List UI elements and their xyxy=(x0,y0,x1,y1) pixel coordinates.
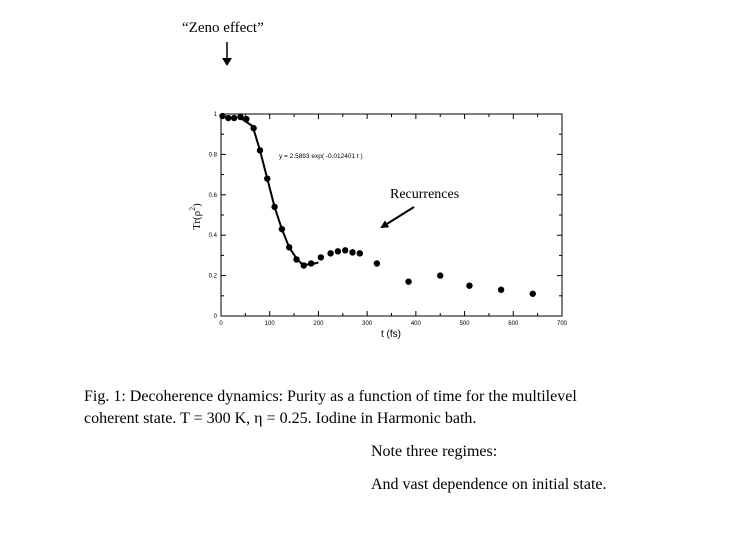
data-point xyxy=(342,247,348,253)
data-point xyxy=(237,114,243,120)
fit-curve-line xyxy=(240,118,318,264)
y-tick-label: 1 xyxy=(213,112,217,118)
data-point xyxy=(498,287,504,293)
x-tick-label: 600 xyxy=(508,321,519,327)
data-point xyxy=(466,283,472,289)
y-axis-label-close: ) xyxy=(191,203,203,207)
data-point xyxy=(318,254,324,260)
data-point xyxy=(250,125,256,131)
data-point xyxy=(530,291,536,297)
fit-equation-label: y = 2.5893 exp( -0.012401 t ) xyxy=(279,153,363,160)
caption-line-2: coherent state. T = 300 K, η = 0.25. Iodine in Harmonic bath. xyxy=(84,410,477,427)
y-tick-label: 0.2 xyxy=(208,273,217,280)
plot-frame xyxy=(221,114,562,316)
data-point xyxy=(301,262,307,268)
data-point xyxy=(437,272,443,278)
data-point xyxy=(327,250,333,256)
recurrences-arrow xyxy=(382,207,414,227)
data-point xyxy=(279,226,285,232)
data-point xyxy=(335,248,341,254)
x-tick-label: 100 xyxy=(264,321,275,327)
x-axis-label: t (fs) xyxy=(381,329,401,340)
note-three-regimes: Note three regimes: xyxy=(371,443,498,460)
axis-ticks xyxy=(209,112,568,327)
data-point xyxy=(308,260,314,266)
data-points xyxy=(219,113,536,297)
x-tick-label: 300 xyxy=(362,321,373,327)
y-axis-label-superscript: 2 xyxy=(188,206,197,211)
data-point xyxy=(374,260,380,266)
recurrences-label: Recurrences xyxy=(390,187,460,202)
data-point xyxy=(219,113,225,119)
y-axis-label-base: Tr(ρ xyxy=(191,210,203,230)
data-point xyxy=(243,116,249,122)
zeno-arrowhead xyxy=(222,58,232,66)
x-tick-label: 500 xyxy=(459,321,470,327)
caption-line-1: Fig. 1: Decoherence dynamics: Purity as a function of time for the multilevel xyxy=(84,388,577,405)
data-point xyxy=(225,115,231,121)
data-point xyxy=(264,175,270,181)
data-point xyxy=(357,250,363,256)
y-tick-label: 0.6 xyxy=(208,192,217,199)
data-point xyxy=(257,147,263,153)
x-tick-label: 200 xyxy=(313,321,324,327)
y-tick-label: 0 xyxy=(213,314,217,320)
svg-text:Tr(ρ2) xyxy=(188,203,203,230)
x-tick-label: 700 xyxy=(556,321,568,327)
data-point xyxy=(293,256,299,262)
data-point xyxy=(286,244,292,250)
data-point xyxy=(231,115,237,121)
y-tick-label: 0.8 xyxy=(208,152,217,159)
x-tick-label: 400 xyxy=(410,321,421,327)
note-initial-state: And vast dependence on initial state. xyxy=(371,476,607,493)
data-point xyxy=(349,249,355,255)
x-tick-label: 0 xyxy=(219,321,223,327)
y-axis-label xyxy=(188,203,203,230)
data-point xyxy=(405,278,411,284)
data-point xyxy=(271,204,277,210)
fit-curve-group xyxy=(240,118,318,264)
zeno-effect-label: “Zeno effect” xyxy=(182,20,264,36)
y-tick-label: 0.4 xyxy=(208,233,217,240)
